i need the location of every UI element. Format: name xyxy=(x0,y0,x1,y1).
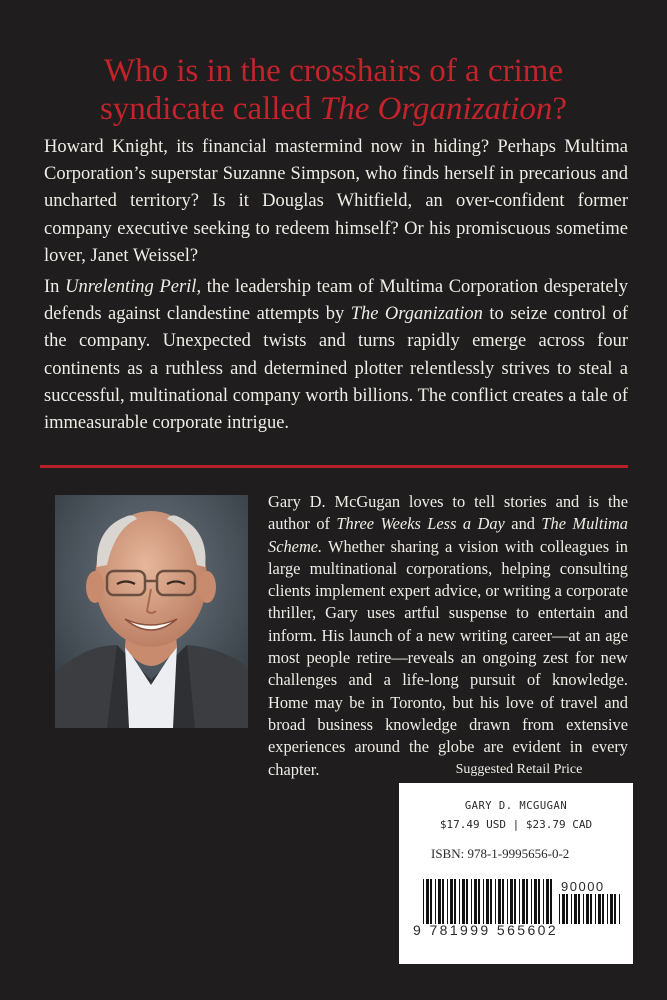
barcode-box xyxy=(399,783,633,964)
barcode-bar xyxy=(619,894,620,924)
bio-text-a: Gary D. McGugan loves to tell stories and is the author of xyxy=(268,492,628,534)
suggested-retail-price-label: Suggested Retail Price xyxy=(455,762,583,777)
blurb-paragraph-2 xyxy=(44,274,628,437)
barcode-bar xyxy=(614,894,616,924)
barcode-author: GARY D. MCGUGAN xyxy=(464,800,568,812)
barcode-bar xyxy=(490,879,492,924)
barcode-bar xyxy=(571,894,572,924)
barcode-bar xyxy=(474,879,477,924)
blurb-p2-text-c: to seize control of the company. Unexpected twists and turns rapidly emerge across four continents as a ruthless and determined plotter relentlessly strives to steal a successful, multinational company worth billions. The conflict creates a tale of immeasurable corporate intrigue. xyxy=(44,304,628,434)
bio-text-b: Whether sharing a vision with colleagues in large multinational corporations, helping consulting clients implement expert advice, or writing a corporate thriller, Gary uses artful suspense to entertain and inform. His launch of a new writing career—at an age most people retire—reveals an ongoing zest for new challenges and a life-long pursuit of knowledge. Home may be in Toronto, but his love of travel and broad business knowledge drawn from extensive experiences around the globe are evident in every chapter. xyxy=(268,536,628,779)
barcode-bar xyxy=(526,879,528,924)
barcode-bar xyxy=(550,879,552,924)
barcode-bar xyxy=(435,879,436,924)
barcode-bar xyxy=(583,894,584,924)
bio-book-2: The Multima Scheme. xyxy=(268,514,628,556)
barcode-bar xyxy=(478,879,480,924)
red-divider xyxy=(40,465,628,468)
headline-line-2-text: syndicate called xyxy=(99,91,320,127)
barcode-bar xyxy=(598,894,601,924)
headline xyxy=(40,52,627,128)
blurb-p2-text-b: , the leadership team of Multima Corporation desperately defends against clandestine attempts by xyxy=(44,277,629,325)
bio-and: and xyxy=(504,514,542,534)
barcode-bar xyxy=(519,879,520,924)
headline-line-1: Who is in the crosshairs of a crime xyxy=(103,53,564,89)
barcode-bar xyxy=(522,879,525,924)
barcode-bar xyxy=(426,879,429,924)
barcode-bar xyxy=(574,894,577,924)
barcode-bar xyxy=(538,879,540,924)
barcode-bar xyxy=(543,879,544,924)
blurb-p2-text-a: In xyxy=(44,277,66,297)
barcode-bar xyxy=(602,894,604,924)
barcode-bar xyxy=(450,879,453,924)
barcode-bar xyxy=(562,894,565,924)
barcode-bar xyxy=(607,894,608,924)
barcode-bar xyxy=(423,879,424,924)
barcode-bar xyxy=(514,879,516,924)
blurb-paragraph-1: Howard Knight, its financial mastermind now in hiding? Perhaps Multima Corporation’s superstar Suzanne Simpson, who finds herself in precarious and uncharted territory? Is it Douglas Whitfield, an over-confident former company executive seeking to redeem himself? Or his promiscuous sometime lover, Janet Weissel? xyxy=(44,137,628,266)
bio-book-1: Three Weeks Less a Day xyxy=(336,514,505,534)
barcode-bar xyxy=(510,879,513,924)
blurb-book-title: Unrelenting Peril xyxy=(65,277,197,297)
barcode-bar xyxy=(483,879,484,924)
barcode-bar xyxy=(454,879,456,924)
barcode-bar xyxy=(507,879,508,924)
barcode-bar xyxy=(447,879,448,924)
barcode-bar xyxy=(471,879,472,924)
barcode-bar xyxy=(566,894,568,924)
barcode-bar xyxy=(610,894,613,924)
author-bio xyxy=(268,491,628,781)
barcode-bar xyxy=(546,879,549,924)
blurb-organization: The Organization xyxy=(350,304,483,325)
barcode-bar xyxy=(430,879,432,924)
barcode-bar xyxy=(595,894,596,924)
barcode-bar xyxy=(534,879,537,924)
headline-line-2 xyxy=(40,90,627,128)
barcode-bar xyxy=(462,879,465,924)
barcode-bar xyxy=(590,894,592,924)
barcode-bar xyxy=(438,879,441,924)
barcode-bar xyxy=(466,879,468,924)
barcode-bar xyxy=(578,894,580,924)
barcode-price: $17.49 USD | $23.79 CAD xyxy=(439,818,593,831)
barcode-bar xyxy=(502,879,504,924)
barcode-bar xyxy=(495,879,496,924)
barcode-isbn: ISBN: 978-1-9995656-0-2 xyxy=(431,846,570,861)
author-photo xyxy=(55,495,248,728)
barcode-addon-digits: 90000 xyxy=(561,879,605,894)
barcode-bar xyxy=(459,879,460,924)
barcode-bar xyxy=(486,879,489,924)
barcode-digits: 9 781999 565602 xyxy=(413,922,558,938)
headline-organization: The Organization xyxy=(319,91,553,127)
barcode-bar xyxy=(531,879,532,924)
headline-question-mark: ? xyxy=(552,91,568,127)
barcode-bar xyxy=(498,879,501,924)
barcode-bar xyxy=(586,894,589,924)
barcode-bar xyxy=(442,879,444,924)
barcode-bar xyxy=(559,894,560,924)
